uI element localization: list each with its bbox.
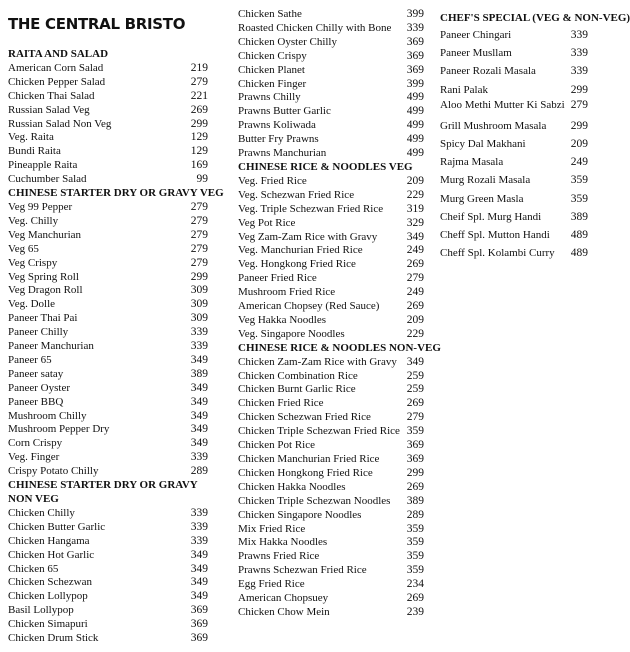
menu-item-price: 369: [190, 618, 208, 631]
menu-item: [238, 453, 424, 467]
menu-item: [238, 8, 424, 22]
section-heading: RAITA AND SALAD: [8, 48, 109, 60]
menu-item-price: 359: [406, 522, 424, 535]
menu-item-price: 221: [190, 89, 208, 102]
menu-item: [8, 243, 208, 257]
menu-item: [238, 300, 424, 314]
menu-item-price: 209: [570, 138, 588, 151]
menu-item-price: 289: [406, 508, 424, 521]
menu-item-price: 279: [190, 214, 208, 227]
menu-item-name: American Chopsuey: [238, 592, 329, 605]
menu-item-name: Chicken Hongkong Fried Rice: [238, 466, 373, 479]
menu-item-name: Veg. Triple Schezwan Fried Rice: [238, 202, 384, 215]
menu-item-price: 319: [406, 202, 424, 215]
menu-item-name: Chicken Burnt Garlic Rice: [238, 383, 356, 396]
menu-item-name: Chicken Drum Stick: [8, 632, 99, 645]
menu-item-name: Paneer Manchurian: [8, 340, 94, 353]
menu-item: [8, 576, 208, 590]
menu-item-price: 499: [406, 105, 424, 118]
menu-item-price: 369: [406, 49, 424, 62]
section-heading: CHINESE STARTER DRY OR GRAVY VEG: [8, 187, 224, 200]
menu-item: [238, 189, 424, 203]
section-heading: CHINESE RICE & NOODLES VEG: [238, 160, 413, 173]
menu-item-price: 279: [190, 256, 208, 269]
menu-item: [238, 64, 424, 78]
menu-item-name: Cheff Spl. Mutton Handi: [440, 229, 550, 242]
menu-item-name: Veg 65: [8, 242, 39, 255]
menu-item-price: 499: [406, 147, 424, 160]
menu-item-name: Aloo Methi Mutter Ki Sabzi: [440, 98, 565, 111]
menu-item-price: 209: [406, 313, 424, 326]
menu-item-name: Veg. Fried Rice: [238, 174, 307, 187]
menu-item-price: 339: [190, 326, 208, 339]
menu-item-name: Veg. Schezwan Fried Rice: [238, 188, 355, 201]
menu-item-price: 249: [406, 286, 424, 299]
menu-item-name: Grill Mushroom Masala: [440, 119, 547, 132]
menu-item-name: Chicken Schezwan Fried Rice: [238, 411, 371, 424]
menu-item: [440, 171, 588, 189]
menu-item-name: Veg. Finger: [8, 451, 60, 464]
section-heading: CHINESE STARTER DRY OR GRAVY NON VEG: [8, 479, 198, 505]
menu-item-price: 269: [406, 300, 424, 313]
menu-item: [8, 145, 208, 159]
menu-item: [8, 521, 208, 535]
menu-item: [238, 481, 424, 495]
menu-item-name: Paneer Chingari: [440, 29, 512, 41]
menu-item: [238, 439, 424, 453]
menu-item: [440, 26, 588, 44]
menu-item-price: 299: [190, 117, 208, 130]
menu-item-price: 289: [190, 465, 208, 478]
menu-column-1: [8, 0, 224, 646]
menu-item-name: Veg 99 Pepper: [8, 200, 73, 213]
menu-item-name: Chicken Triple Schezwan Noodles: [238, 494, 391, 507]
menu-item: [238, 119, 424, 133]
menu-item: [238, 314, 424, 328]
menu-item-name: Veg Hakka Noodles: [238, 313, 326, 326]
menu-item-name: Veg. Dolle: [8, 298, 56, 311]
menu-item: [8, 535, 208, 549]
menu-item: [440, 208, 588, 226]
menu-item: [238, 592, 424, 606]
menu-item: [238, 328, 424, 342]
menu-item-price: 169: [190, 159, 208, 172]
menu-item-name: Prawns Fried Rice: [238, 550, 320, 563]
menu-item-name: Mix Hakka Noodles: [238, 536, 328, 549]
menu-item-name: Egg Fried Rice: [238, 578, 305, 591]
menu-item-name: American Chopsey (Red Sauce): [238, 300, 380, 313]
menu-item: [238, 495, 424, 509]
menu-item: [8, 410, 208, 424]
menu-item-name: Russian Salad Non Veg: [8, 117, 112, 130]
menu-item-name: Mix Fried Rice: [238, 522, 306, 535]
menu-item-name: Veg. Hongkong Fried Rice: [238, 258, 356, 271]
menu-item-name: Chicken Planet: [238, 63, 305, 76]
menu-item-price: 489: [570, 229, 588, 242]
menu-item-price: 229: [406, 327, 424, 340]
menu-item-name: Paneer BBQ: [8, 395, 64, 408]
menu-item-name: Chicken Hangama: [8, 534, 90, 547]
menu-item-name: Chicken Sathe: [238, 8, 302, 20]
menu-item: [8, 354, 208, 368]
menu-item-price: 129: [190, 131, 208, 144]
menu-item: [8, 396, 208, 410]
menu-item-name: Cuchumber Salad: [8, 173, 87, 186]
menu-item: [8, 173, 208, 187]
menu-item-name: Prawns Schezwan Fried Rice: [238, 564, 367, 577]
menu-item: [238, 105, 424, 119]
menu-item: [238, 606, 424, 620]
menu-item-price: 369: [190, 604, 208, 617]
menu-item: [238, 509, 424, 523]
section-heading: CHEF'S SPECIAL (VEG & NON-VEG): [440, 12, 630, 24]
menu-item-price: 369: [406, 35, 424, 48]
menu-item-price: 349: [406, 355, 424, 368]
menu-item: [238, 36, 424, 50]
menu-item: [440, 226, 588, 244]
menu-item-name: Cheif Spl. Murg Handi: [440, 210, 542, 223]
menu-item: [8, 590, 208, 604]
menu-item: [238, 175, 424, 189]
menu-item-name: Chicken 65: [8, 562, 59, 575]
menu-item: [8, 563, 208, 577]
menu-item-name: Paneer satay: [8, 367, 64, 380]
menu-item: [238, 536, 424, 550]
menu-item-name: Murg Rozali Masala: [440, 174, 531, 187]
menu-item-name: Veg. Chilly: [8, 214, 59, 227]
menu-item: [8, 618, 208, 632]
menu-item: [8, 118, 208, 132]
menu-item-price: 234: [406, 578, 424, 591]
menu-item-price: 359: [406, 550, 424, 563]
menu-item-name: Chicken Combination Rice: [238, 369, 358, 382]
menu-item-name: Chicken Chow Mein: [238, 605, 330, 618]
menu-item: [8, 465, 208, 479]
menu-item-price: 279: [190, 242, 208, 255]
menu-item-price: 269: [406, 592, 424, 605]
menu-item-price: 349: [190, 576, 208, 589]
menu-item-name: Chicken Oyster Chilly: [238, 35, 337, 48]
menu-item-price: 269: [406, 397, 424, 410]
menu-item-price: 349: [190, 590, 208, 603]
menu-item-price: 489: [570, 247, 588, 260]
menu-item-price: 369: [406, 63, 424, 76]
column-2-list: [238, 8, 441, 620]
menu-item-price: 129: [190, 145, 208, 158]
menu-item-price: 299: [570, 119, 588, 132]
menu-item-price: 349: [190, 395, 208, 408]
menu-item-price: 99: [196, 173, 208, 186]
menu-item: [8, 76, 208, 90]
menu-item-name: Russian Salad Veg: [8, 103, 90, 116]
menu-item-price: 339: [570, 65, 588, 78]
menu-item-name: Chicken Hakka Noodles: [238, 480, 346, 493]
menu-item-price: 499: [406, 133, 424, 146]
menu-item-name: Chicken Butter Garlic: [8, 520, 106, 533]
menu-item-name: Paneer Oyster: [8, 381, 71, 394]
menu-item: [8, 312, 208, 326]
menu-item-name: Chicken Pepper Salad: [8, 75, 106, 88]
menu-item-name: Bundi Raita: [8, 145, 61, 158]
menu-item-name: Prawns Butter Garlic: [238, 105, 331, 118]
menu-item-name: Chicken Lollypop: [8, 590, 88, 603]
menu-item: [8, 215, 208, 229]
menu-item-name: Chicken Simapuri: [8, 618, 88, 631]
menu-item-price: 399: [406, 8, 424, 20]
menu-item-price: 269: [190, 103, 208, 116]
menu-item: [238, 244, 424, 258]
menu-item-price: 389: [570, 210, 588, 223]
menu-item-price: 279: [406, 411, 424, 424]
menu-item: [238, 286, 424, 300]
menu-item-name: Prawns Koliwada: [238, 119, 316, 132]
menu-item-price: 239: [406, 605, 424, 618]
menu-item: [8, 340, 208, 354]
menu-item-price: 389: [190, 367, 208, 380]
menu-item-price: 369: [406, 453, 424, 465]
menu-item-name: Roasted Chicken Chilly with Bone: [238, 21, 392, 34]
menu-item: [8, 298, 208, 312]
menu-item: [238, 397, 424, 411]
menu-item-name: Chicken Schezwan: [8, 576, 92, 589]
menu-item: [238, 467, 424, 481]
menu-item-price: 249: [570, 156, 588, 169]
menu-item: [440, 244, 588, 262]
menu-item-name: Chicken Manchurian Fried Rice: [238, 453, 380, 465]
menu-item: [440, 190, 588, 208]
menu-item-price: 279: [406, 272, 424, 285]
menu-item-price: 349: [190, 548, 208, 561]
menu-item-price: 339: [570, 47, 588, 60]
menu-item: [238, 91, 424, 105]
menu-item-price: 349: [190, 437, 208, 450]
column-1-list: [8, 48, 224, 646]
menu-item-name: Chicken Chilly: [8, 506, 75, 519]
menu-item-name: Butter Fry Prawns: [238, 133, 319, 146]
menu-item: [8, 284, 208, 298]
menu-item-name: Paneer Thai Pai: [8, 312, 78, 325]
menu-item: [8, 451, 208, 465]
menu-item-name: American Corn Salad: [8, 61, 104, 74]
restaurant-title: THE CENTRAL BRISTO: [8, 15, 186, 33]
menu-item-price: 339: [190, 506, 208, 519]
menu-column-2: [238, 8, 441, 620]
menu-item: [238, 203, 424, 217]
menu-item-name: Corn Crispy: [8, 437, 63, 450]
menu-item-name: Paneer Fried Rice: [238, 272, 317, 285]
menu-item-name: Paneer Rozali Masala: [440, 65, 536, 78]
menu-item: [238, 133, 424, 147]
menu-item-name: Veg Zam-Zam Rice with Gravy: [238, 230, 378, 243]
menu-item-price: 279: [190, 228, 208, 241]
menu-item-price: 369: [190, 632, 208, 645]
menu-item-price: 499: [406, 91, 424, 104]
menu-item-name: Chicken Singapore Noodles: [238, 508, 362, 521]
menu-item-price: 259: [406, 369, 424, 382]
menu-item: [8, 326, 208, 340]
menu-item-name: Prawns Manchurian: [238, 147, 327, 160]
menu-item: [238, 370, 424, 384]
menu-item-name: Chicken Hot Garlic: [8, 548, 95, 561]
menu-item-name: Rajma Masala: [440, 156, 504, 169]
section-heading: CHINESE RICE & NOODLES NON-VEG: [238, 341, 441, 354]
menu-item: [440, 99, 588, 112]
menu-item-name: Chicken Crispy: [238, 49, 307, 62]
menu-item-name: Mushroom Pepper Dry: [8, 423, 110, 436]
menu-item: [8, 271, 208, 285]
menu-item-price: 299: [570, 83, 588, 96]
menu-item-name: Murg Green Masla: [440, 192, 524, 205]
menu-item-price: 349: [190, 423, 208, 436]
menu-item-price: 359: [406, 536, 424, 549]
menu-item-price: 339: [190, 451, 208, 464]
menu-item-name: Mushroom Fried Rice: [238, 286, 336, 299]
menu-item-name: Veg Pot Rice: [238, 216, 296, 229]
menu-item: [238, 411, 424, 425]
menu-item-price: 259: [406, 383, 424, 396]
menu-item: [440, 135, 588, 153]
menu-item: [440, 44, 588, 62]
menu-item-name: Mushroom Chilly: [8, 409, 87, 422]
menu-item-name: Veg. Singapore Noodles: [238, 327, 345, 340]
menu-item: [8, 159, 208, 173]
menu-item: [238, 147, 424, 161]
menu-item: [238, 564, 424, 578]
menu-item-price: 309: [190, 298, 208, 311]
menu-item-name: Veg Manchurian: [8, 228, 82, 241]
menu-item: [8, 62, 208, 76]
menu-item-price: 339: [570, 29, 588, 41]
menu-item-name: Basil Lollypop: [8, 604, 74, 617]
menu-item-price: 269: [406, 480, 424, 493]
menu-item-name: Paneer Chilly: [8, 326, 69, 339]
menu-item-name: Crispy Potato Chilly: [8, 465, 99, 478]
menu-item-name: Cheff Spl. Kolambi Curry: [440, 247, 555, 260]
menu-item: [440, 62, 588, 80]
menu-item-name: Prawns Chilly: [238, 91, 301, 104]
menu-item-price: 349: [190, 562, 208, 575]
menu-column-3: [440, 10, 630, 262]
menu-item-name: Paneer Musllam: [440, 47, 512, 60]
menu-item-price: 349: [190, 409, 208, 422]
menu-item: [238, 78, 424, 92]
menu-item-name: Pineapple Raita: [8, 159, 78, 172]
menu-item-price: 309: [190, 284, 208, 297]
menu-item-price: 499: [406, 119, 424, 132]
menu-item: [8, 368, 208, 382]
menu-item-price: 249: [406, 244, 424, 257]
menu-item: [238, 356, 424, 370]
menu-item: [8, 549, 208, 563]
menu-item: [238, 523, 424, 537]
menu-item: [8, 104, 208, 118]
menu-item-price: 369: [406, 439, 424, 452]
menu-item: [238, 383, 424, 397]
menu-item: [238, 231, 424, 245]
menu-item-price: 309: [190, 312, 208, 325]
menu-item: [238, 272, 424, 286]
menu-item: [8, 90, 208, 104]
menu-item-name: Chicken Thai Salad: [8, 89, 95, 102]
menu-item-price: 279: [190, 75, 208, 88]
menu-item-name: Chicken Triple Schezwan Fried Rice: [238, 425, 400, 438]
menu-item: [8, 604, 208, 618]
menu-item-price: 339: [190, 534, 208, 547]
menu-item: [8, 257, 208, 271]
menu-item-price: 339: [190, 520, 208, 533]
menu-item-name: Spicy Dal Makhani: [440, 138, 526, 151]
menu-item: [8, 201, 208, 215]
menu-item: [440, 153, 588, 171]
menu-item: [8, 437, 208, 451]
menu-item-price: 359: [406, 425, 424, 438]
menu-item-name: Chicken Finger: [238, 77, 307, 90]
menu-item-price: 219: [190, 61, 208, 74]
menu-item-price: 299: [190, 270, 208, 283]
menu-item-name: Chicken Fried Rice: [238, 397, 324, 410]
menu-item-price: 359: [570, 192, 588, 205]
menu-item: [238, 425, 424, 439]
menu-item: [8, 229, 208, 243]
menu-item-price: 269: [406, 258, 424, 271]
menu-item-name: Rani Palak: [440, 83, 488, 96]
menu-item-price: 349: [190, 353, 208, 366]
menu-item-name: Chicken Zam-Zam Rice with Gravy: [238, 355, 397, 368]
menu-item-price: 299: [406, 466, 424, 479]
column-3-list: [440, 10, 630, 262]
menu-item-name: Veg. Raita: [8, 131, 54, 144]
menu-item-price: 389: [406, 494, 424, 507]
menu-item-price: 349: [190, 381, 208, 394]
menu-item-name: Veg. Manchurian Fried Rice: [238, 244, 363, 257]
menu-item-price: 339: [406, 21, 424, 34]
menu-item: [440, 117, 588, 135]
menu-item: [8, 423, 208, 437]
menu-item: [238, 258, 424, 272]
menu-item: [238, 578, 424, 592]
menu-item-name: Veg Dragon Roll: [8, 284, 83, 297]
menu-item: [8, 382, 208, 396]
menu-item: [238, 550, 424, 564]
menu-item-name: Veg Crispy: [8, 256, 58, 269]
menu-item-price: 229: [406, 188, 424, 201]
menu-item: [238, 50, 424, 64]
menu-item-name: Veg Spring Roll: [8, 270, 79, 283]
menu-item: [8, 632, 208, 646]
menu-item-price: 209: [406, 174, 424, 187]
menu-item-price: 399: [406, 77, 424, 90]
menu-item-price: 349: [406, 230, 424, 243]
menu-item: [440, 81, 588, 99]
menu-item-name: Paneer 65: [8, 353, 52, 366]
menu-item-price: 359: [406, 564, 424, 577]
menu-item-price: 339: [190, 340, 208, 353]
menu-item: [8, 507, 208, 521]
menu-item: [238, 217, 424, 231]
menu-item-name: Chicken Pot Rice: [238, 439, 315, 452]
menu-item-price: 279: [190, 200, 208, 213]
menu-item: [8, 131, 208, 145]
menu-item-price: 279: [570, 98, 588, 111]
menu-item: [238, 22, 424, 36]
menu-item-price: 329: [406, 216, 424, 229]
menu-item-price: 359: [570, 174, 588, 187]
